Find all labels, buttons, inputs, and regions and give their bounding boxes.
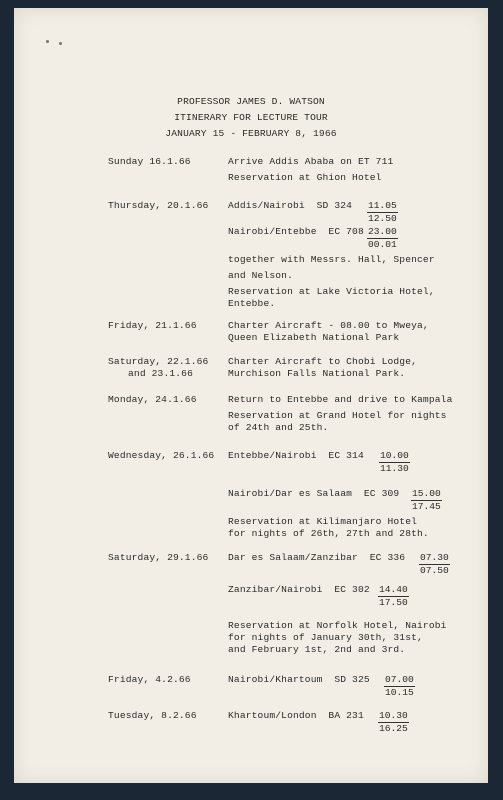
flight-route: Nairobi/Dar es Salaam EC 309 (228, 488, 400, 499)
entry-date: Sunday 16.1.66 (108, 156, 191, 167)
flight-route: Entebbe/Nairobi EC 314 (228, 450, 364, 461)
page-mark (46, 40, 49, 43)
arrival-time: 11.30 (380, 463, 409, 474)
arrival-time: 16.25 (379, 723, 408, 734)
entry-date: Saturday, 22.1.66 (108, 356, 209, 367)
entry-line: for nights of 26th, 27th and 28th. (228, 528, 429, 539)
arrival-time: 17.50 (379, 597, 408, 608)
entry-line: Reservation at Grand Hotel for nights (228, 410, 447, 421)
departure-time: 10.00 (380, 450, 409, 461)
entry-date: Friday, 4.2.66 (108, 674, 191, 685)
entry-date: Monday, 24.1.66 (108, 394, 197, 405)
entry-line: together with Messrs. Hall, Spencer (228, 254, 435, 265)
departure-time: 14.40 (379, 584, 408, 595)
arrival-time: 10.15 (385, 687, 414, 698)
title-line-3: JANUARY 15 - FEBRUARY 8, 1966 (165, 128, 337, 139)
entry-line: for nights of January 30th, 31st, (228, 632, 423, 643)
flight-times (378, 584, 409, 609)
entry-line: and February 1st, 2nd and 3rd. (228, 644, 406, 655)
flight-times (419, 552, 450, 577)
flight-route: Nairobi/Khartoum SD 325 (228, 674, 370, 685)
entry-date: Tuesday, 8.2.66 (108, 710, 197, 721)
flight-times (411, 488, 442, 513)
entry-line: Return to Entebbe and drive to Kampala (228, 394, 453, 405)
entry-date: Friday, 21.1.66 (108, 320, 197, 331)
flight-times (367, 200, 398, 225)
flight-times (379, 450, 410, 475)
flight-route: Khartoum/London BA 231 (228, 710, 364, 721)
departure-time: 07.30 (420, 552, 449, 563)
arrival-time: 12.50 (368, 213, 397, 224)
flight-route: Dar es Salaam/Zanzibar EC 336 (228, 552, 406, 563)
entry-line: Murchison Falls National Park. (228, 368, 406, 379)
entry-line: Reservation at Lake Victoria Hotel, (228, 286, 435, 297)
departure-time: 15.00 (412, 488, 441, 499)
entry-date-continued: and 23.1.66 (128, 368, 193, 379)
arrival-time: 17.45 (412, 501, 441, 512)
arrival-time: 07.50 (420, 565, 449, 576)
flight-times (367, 226, 398, 251)
departure-time: 10.30 (379, 710, 408, 721)
flight-route: Zanzibar/Nairobi EC 302 (228, 584, 370, 595)
entry-line: Queen Elizabeth National Park (228, 332, 400, 343)
arrival-time: 00.01 (368, 239, 397, 250)
entry-line: Reservation at Norfolk Hotel, Nairobi (228, 620, 447, 631)
departure-time: 07.00 (385, 674, 414, 685)
departure-time: 11.05 (368, 200, 397, 211)
departure-time: 23.00 (368, 226, 397, 237)
entry-line: and Nelson. (228, 270, 293, 281)
title-line-1: PROFESSOR JAMES D. WATSON (177, 96, 325, 107)
flight-times (378, 710, 409, 735)
page-mark (59, 42, 62, 45)
entry-line: Charter Aircraft to Chobi Lodge, (228, 356, 418, 367)
entry-line: Reservation at Kilimanjaro Hotel (228, 516, 418, 527)
entry-line: of 24th and 25th. (228, 422, 329, 433)
entry-date: Saturday, 29.1.66 (108, 552, 209, 563)
entry-line: Charter Aircraft - 08.00 to Mweya, (228, 320, 429, 331)
entry-line: Entebbe. (228, 298, 276, 309)
title-line-2: ITINERARY FOR LECTURE TOUR (174, 112, 328, 123)
entry-line: Reservation at Ghion Hotel (228, 172, 382, 183)
entry-line: Arrive Addis Ababa on ET 711 (228, 156, 394, 167)
flight-times (384, 674, 415, 699)
entry-date: Wednesday, 26.1.66 (108, 450, 215, 461)
flight-route: Addis/Nairobi SD 324 (228, 200, 353, 211)
flight-route: Nairobi/Entebbe EC 708 (228, 226, 364, 237)
document-page (14, 8, 488, 783)
entry-date: Thursday, 20.1.66 (108, 200, 209, 211)
